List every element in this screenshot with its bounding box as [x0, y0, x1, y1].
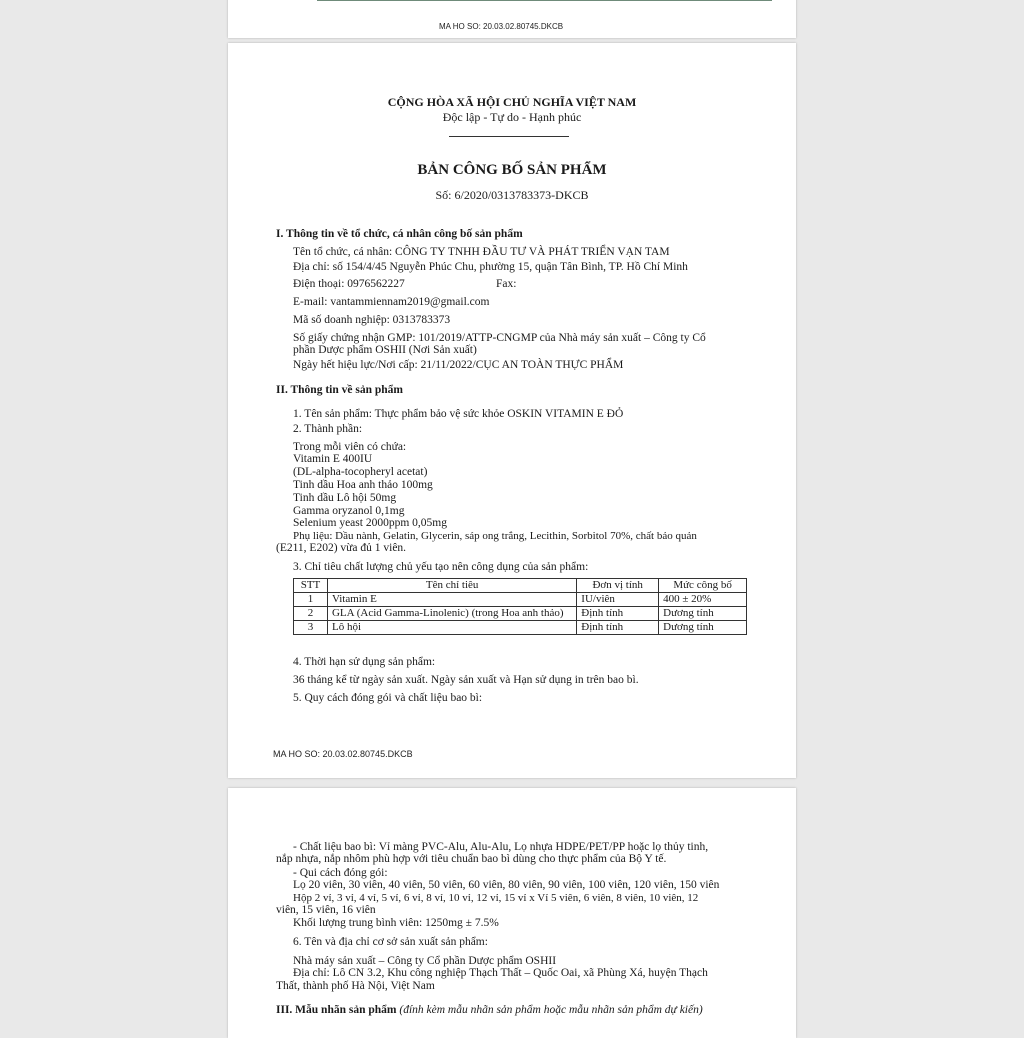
box-spec-line-1: Hộp 2 vỉ, 3 vỉ, 4 vỉ, 5 vỉ, 6 vỉ, 8 vỉ, 10 vỉ, 12 vỉ, 15 vỉ x Vỉ 5 viên, 6 viên, 8 viên, 10 viên, 12 [293, 892, 699, 904]
motto-underline [449, 136, 569, 137]
green-divider-bar [317, 0, 772, 1]
document-page-3 [228, 788, 796, 1038]
average-weight: Khối lượng trung bình viên: 1250mg ± 7.5% [293, 917, 499, 929]
ingredient-item: Vitamin E 400IU [293, 453, 373, 465]
manufacturer-address-line-1: Địa chỉ: Lô CN 3.2, Khu công nghiệp Thạch Thất – Quốc Oai, xã Phùng Xá, huyện Thạch [293, 967, 708, 979]
packaging-title: 5. Quy cách đóng gói và chất liệu bao bì: [293, 692, 483, 704]
table-cell: Lô hội [327, 621, 576, 635]
org-fax: Fax: [496, 278, 517, 290]
excipients-line-1: Phụ liệu: Dầu nành, Gelatin, Glycerin, sáp ong trắng, Lecithin, Sorbitol 70%, chất bảo quản [293, 530, 697, 542]
table-header-cell: Đơn vị tính [577, 579, 659, 593]
quality-criteria-table [293, 578, 747, 635]
table-row [294, 621, 747, 635]
product-name: 1. Tên sản phẩm: Thực phẩm bảo vệ sức khỏe OSKIN VITAMIN E ĐỎ [293, 408, 624, 420]
quality-criteria-title: 3. Chỉ tiêu chất lượng chủ yếu tạo nên công dụng của sản phẩm: [293, 561, 589, 573]
packaging-material-line-2: nắp nhựa, nắp nhôm phù hợp với tiêu chuẩn bao bì dùng cho thực phẩm của Bộ Y tế. [276, 853, 667, 865]
table-cell: IU/viên [577, 593, 659, 607]
table-header-row [294, 579, 747, 593]
table-cell: GLA (Acid Gamma-Linolenic) (trong Hoa anh thảo) [327, 607, 576, 621]
table-header-cell: Mức công bố [659, 579, 747, 593]
ingredient-item: Gamma oryzanol 0,1mg [293, 505, 405, 517]
org-phone: Điện thoại: 0976562227 [293, 278, 405, 290]
document-page-2 [228, 43, 796, 778]
document-page-1 [228, 0, 796, 38]
section-2-heading: II. Thông tin về sản phẩm [276, 384, 403, 396]
document-title: BẢN CÔNG BỐ SẢN PHẨM [417, 162, 607, 178]
box-spec-line-2: viên, 15 viên, 16 viên [276, 904, 376, 916]
ingredient-item: Selenium yeast 2000ppm 0,05mg [293, 517, 447, 529]
excipients-line-2: (E211, E202) vừa đủ 1 viên. [276, 542, 407, 554]
page-2-footer-code: MA HO SO: 20.03.02.80745.DKCB [273, 749, 413, 759]
table-cell: Dương tính [659, 621, 747, 635]
table-cell: Dương tính [659, 607, 747, 621]
section-3-note: (đính kèm mẫu nhãn sản phẩm hoặc mẫu nhãn sản phẩm dự kiến) [399, 1004, 703, 1016]
manufacturer-name: Nhà máy sản xuất – Công ty Cổ phần Dược phẩm OSHII [293, 955, 557, 967]
org-name: Tên tổ chức, cá nhân: CÔNG TY TNHH ĐẦU TƯ VÀ PHÁT TRIỂN VẠN TAM [293, 246, 670, 258]
gmp-certificate-line-2: phần Dược phẩm OSHII (Nơi Sản xuất) [293, 344, 477, 356]
section-3-heading: III. Mẫu nhãn sản phẩm [276, 1004, 397, 1016]
ingredient-item: (DL-alpha-tocopheryl acetat) [293, 466, 428, 478]
org-email: E-mail: vantammiennam2019@gmail.com [293, 296, 490, 308]
certificate-expiry: Ngày hết hiệu lực/Nơi cấp: 21/11/2022/CỤC AN TOÀN THỰC PHẨM [293, 359, 624, 371]
table-cell: Vitamin E [327, 593, 576, 607]
packaging-material-line-1: - Chất liệu bao bì: Vỉ màng PVC-Alu, Alu-Alu, Lọ nhựa HDPE/PET/PP hoặc lọ thủy tinh, [293, 841, 709, 853]
table-cell: Định tính [577, 621, 659, 635]
table-cell: 400 ± 20% [659, 593, 747, 607]
table-cell: 3 [294, 621, 328, 635]
section-3-heading-row [276, 1004, 703, 1017]
country-heading: CỘNG HÒA XÃ HỘI CHỦ NGHĨA VIỆT NAM [387, 95, 637, 109]
gmp-certificate-line-1: Số giấy chứng nhận GMP: 101/2019/ATTP-CNGMP của Nhà máy sản xuất – Công ty Cổ [293, 332, 706, 344]
shelf-life-text: 36 tháng kể từ ngày sản xuất. Ngày sản xuất và Hạn sử dụng in trên bao bì. [293, 674, 639, 686]
motto: Độc lập - Tự do - Hạnh phúc [442, 110, 582, 124]
table-header-cell: STT [294, 579, 328, 593]
section-1-heading: I. Thông tin về tổ chức, cá nhân công bố sản phẩm [276, 228, 523, 240]
org-address: Địa chỉ: số 154/4/45 Nguyễn Phúc Chu, phường 15, quận Tân Bình, TP. Hồ Chí Minh [293, 261, 688, 273]
pack-spec-title: - Qui cách đóng gói: [293, 867, 388, 879]
table-row [294, 593, 747, 607]
ingredient-item: Tinh dầu Hoa anh thảo 100mg [293, 479, 433, 491]
table-cell: 2 [294, 607, 328, 621]
bottle-spec: Lọ 20 viên, 30 viên, 40 viên, 50 viên, 60 viên, 80 viên, 90 viên, 100 viên, 120 viên, 150 viên [293, 879, 720, 891]
manufacturer-title: 6. Tên và địa chỉ cơ sở sản xuất sản phẩm: [293, 936, 488, 948]
manufacturer-address-line-2: Thất, thành phố Hà Nội, Việt Nam [276, 980, 435, 992]
table-row [294, 607, 747, 621]
business-code: Mã số doanh nghiệp: 0313783373 [293, 314, 451, 326]
ingredients-title: 2. Thành phần: [293, 423, 363, 435]
table-header-cell: Tên chỉ tiêu [327, 579, 576, 593]
table-cell: Định tính [577, 607, 659, 621]
ingredient-item: Trong mỗi viên có chứa: [293, 441, 407, 453]
page-1-footer-code: MA HO SO: 20.03.02.80745.DKCB [439, 22, 564, 31]
table-cell: 1 [294, 593, 328, 607]
document-number: Số: 6/2020/0313783373-DKCB [435, 188, 589, 202]
shelf-life-title: 4. Thời hạn sử dụng sản phẩm: [293, 656, 436, 668]
ingredient-item: Tinh dầu Lô hội 50mg [293, 492, 397, 504]
